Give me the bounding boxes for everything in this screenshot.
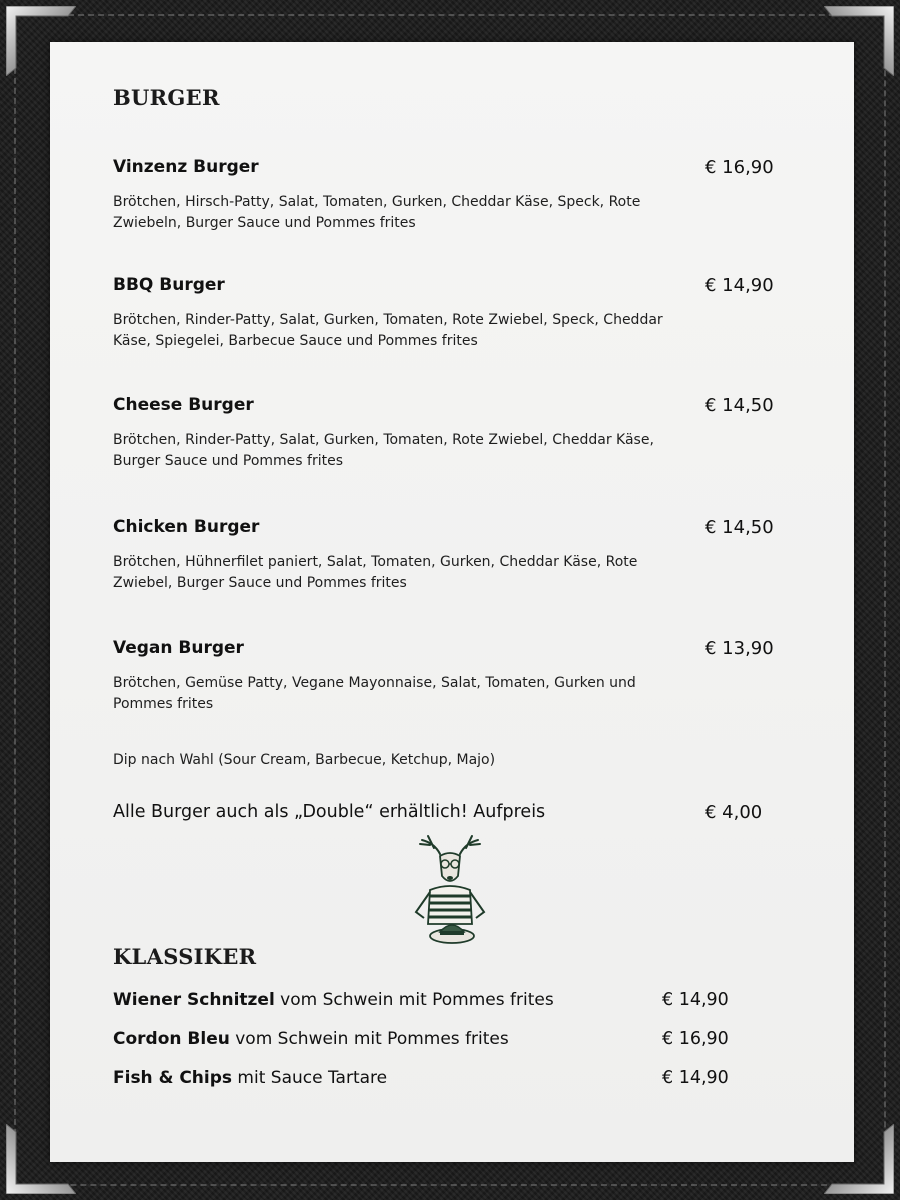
menu-item (113, 275, 793, 352)
menu-item (113, 395, 793, 472)
item-detail: mit Sauce Tartare (232, 1068, 388, 1088)
menu-item (113, 517, 793, 594)
item-price: € 14,50 (705, 395, 774, 416)
classic-item (113, 1029, 509, 1049)
item-name: BBQ Burger (113, 275, 225, 295)
item-description: Brötchen, Gemüse Patty, Vegane Mayonnaise, Salat, Tomaten, Gurken und Pommes frites (113, 675, 636, 712)
classic-item (113, 990, 554, 1010)
item-price: € 14,90 (705, 275, 774, 296)
item-price: € 14,50 (705, 517, 774, 538)
item-price: € 13,90 (705, 638, 774, 659)
item-price: € 16,90 (662, 1029, 729, 1049)
item-price: € 14,90 (662, 990, 729, 1010)
item-description: Brötchen, Rinder-Patty, Salat, Gurken, Tomaten, Rote Zwiebel, Cheddar Käse, Burger Sauce und Pommes frites (113, 432, 654, 469)
menu-item (113, 638, 793, 715)
item-name: Cheese Burger (113, 395, 254, 415)
item-price: € 14,90 (662, 1068, 729, 1088)
item-name: Vinzenz Burger (113, 157, 259, 177)
item-description: Brötchen, Hirsch-Patty, Salat, Tomaten, Gurken, Cheddar Käse, Speck, Rote Zwiebeln, Burger Sauce und Pommes frites (113, 194, 641, 231)
item-name: Chicken Burger (113, 517, 260, 537)
menu-item (113, 157, 793, 234)
item-description: Brötchen, Hühnerfilet paniert, Salat, Tomaten, Gurken, Cheddar Käse, Rote Zwiebel, Burger Sauce und Pommes frites (113, 554, 638, 591)
item-detail: vom Schwein mit Pommes frites (229, 1029, 509, 1049)
dip-note: Dip nach Wahl (Sour Cream, Barbecue, Ketchup, Majo) (113, 752, 496, 768)
item-name: Wiener Schnitzel (113, 990, 275, 1010)
double-price: € 4,00 (705, 802, 763, 823)
item-name: Fish & Chips (113, 1068, 233, 1088)
menu-page (50, 42, 854, 1162)
item-description: Brötchen, Rinder-Patty, Salat, Gurken, Tomaten, Rote Zwiebel, Speck, Cheddar Käse, Spiegelei, Barbecue Sauce und Pommes frites (113, 312, 663, 349)
item-name: Vegan Burger (113, 638, 244, 658)
double-note: Alle Burger auch als „Double“ erhältlich! Aufpreis (113, 802, 546, 822)
burger-section-title: BURGER (113, 85, 220, 110)
deer-mascot-icon (410, 832, 494, 952)
item-detail: vom Schwein mit Pommes frites (274, 990, 554, 1010)
item-price: € 16,90 (705, 157, 774, 178)
classic-item (113, 1068, 387, 1088)
classics-section-title: KLASSIKER (113, 944, 257, 969)
item-name: Cordon Bleu (113, 1029, 230, 1049)
